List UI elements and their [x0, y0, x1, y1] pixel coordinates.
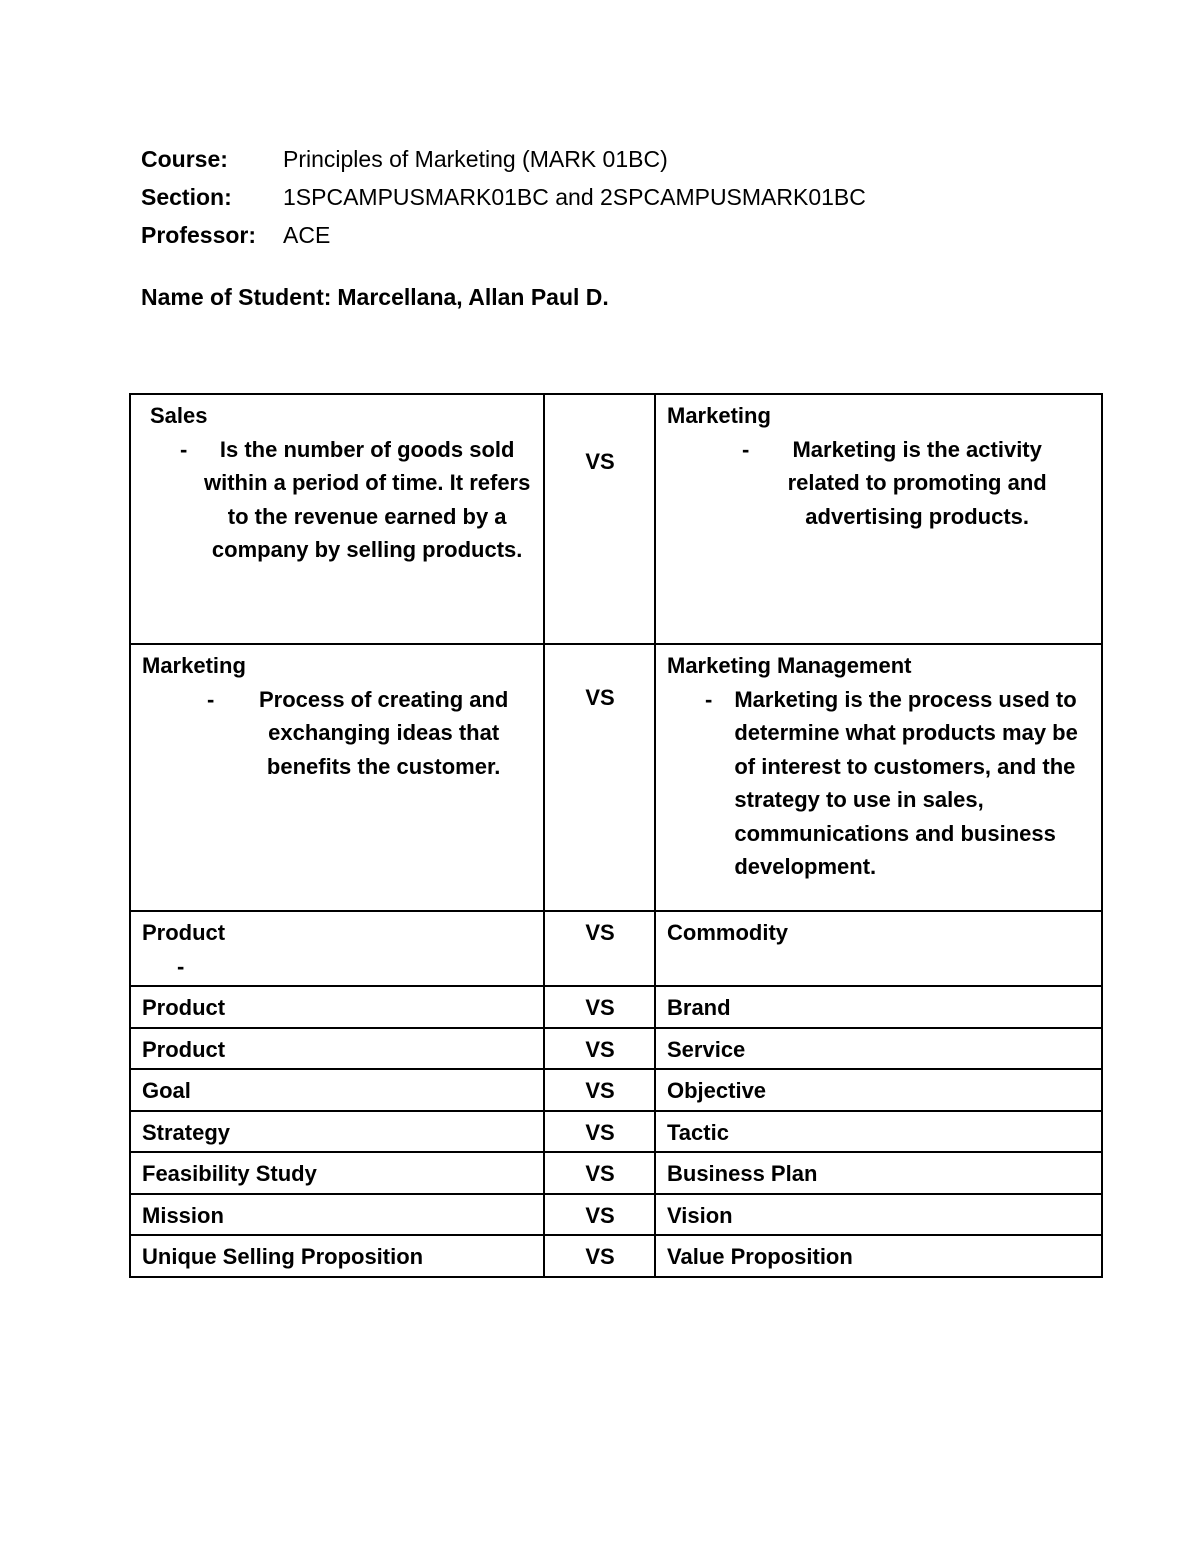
- vs-cell: VS: [544, 1194, 655, 1236]
- course-value: Principles of Marketing (MARK 01BC): [283, 145, 668, 172]
- left-cell: Mission: [130, 1194, 544, 1236]
- left-definition: Process of creating and exchanging ideas that benefits the customer.: [258, 686, 509, 779]
- professor-row: [141, 216, 866, 254]
- vs-cell: VS: [544, 911, 655, 986]
- left-cell: [130, 394, 544, 644]
- right-cell: [655, 394, 1102, 644]
- left-cell: Product: [130, 986, 544, 1028]
- left-cell: Product: [130, 1028, 544, 1070]
- course-row: [141, 140, 866, 178]
- professor-label: Professor:: [141, 221, 257, 248]
- table-row: [130, 1152, 1102, 1194]
- right-cell: Vision: [655, 1194, 1102, 1236]
- table-row: [130, 1235, 1102, 1277]
- left-cell: Strategy: [130, 1111, 544, 1153]
- student-name-line: [141, 280, 609, 314]
- left-cell: Feasibility Study: [130, 1152, 544, 1194]
- document-header: [141, 140, 866, 254]
- right-term: Marketing: [667, 403, 771, 428]
- table-row: [130, 1028, 1102, 1070]
- left-cell: Unique Selling Proposition: [130, 1235, 544, 1277]
- vs-cell: VS: [544, 1069, 655, 1111]
- left-cell: [130, 644, 544, 911]
- table-row: [130, 394, 1102, 644]
- student-label: Name of Student:: [141, 283, 332, 310]
- section-row: [141, 178, 866, 216]
- table-row: [130, 1194, 1102, 1236]
- bullet-dash: -: [180, 436, 188, 462]
- vs-cell: VS: [544, 1028, 655, 1070]
- vs-cell: VS: [544, 986, 655, 1028]
- right-cell: Business Plan: [655, 1152, 1102, 1194]
- right-cell: Brand: [655, 986, 1102, 1028]
- student-value: Marcellana, Allan Paul D.: [337, 283, 609, 310]
- vs-cell: VS: [544, 394, 655, 644]
- left-term: Marketing: [142, 653, 246, 678]
- table-row: [130, 644, 1102, 911]
- table-row: [130, 1069, 1102, 1111]
- course-label: Course:: [141, 145, 228, 172]
- left-term: Sales: [150, 403, 208, 428]
- bullet-dash: -: [177, 953, 185, 979]
- right-cell: Tactic: [655, 1111, 1102, 1153]
- right-definition: Marketing is the process used to determine what products may be of interest to customers, and the strategy to use in sales, communications and business development.: [734, 686, 1078, 879]
- table-row: [130, 911, 1102, 986]
- left-term: Product: [142, 920, 226, 945]
- right-cell: Objective: [655, 1069, 1102, 1111]
- professor-value: ACE: [283, 221, 331, 248]
- table-row: [130, 1111, 1102, 1153]
- vs-cell: VS: [544, 1235, 655, 1277]
- bullet-dash: -: [207, 686, 215, 712]
- bullet-dash: -: [742, 436, 750, 462]
- table-row: [130, 986, 1102, 1028]
- comparison-table: [129, 393, 1103, 1278]
- bullet-dash: -: [705, 686, 713, 712]
- left-definition: Is the number of goods sold within a period of time. It refers to the revenue earned by a company by selling products.: [203, 436, 531, 562]
- right-cell: Service: [655, 1028, 1102, 1070]
- right-cell: Value Proposition: [655, 1235, 1102, 1277]
- vs-cell: VS: [544, 1152, 655, 1194]
- right-term: Marketing Management: [667, 653, 912, 678]
- vs-cell: VS: [544, 1111, 655, 1153]
- vs-cell: VS: [544, 644, 655, 911]
- right-definition: Marketing is the activity related to promoting and advertising products.: [787, 436, 1047, 529]
- section-value: 1SPCAMPUSMARK01BC and 2SPCAMPUSMARK01BC: [283, 183, 866, 210]
- left-cell: [130, 911, 544, 986]
- left-cell: Goal: [130, 1069, 544, 1111]
- right-cell: Commodity: [655, 911, 1102, 986]
- section-label: Section:: [141, 183, 232, 210]
- right-cell: [655, 644, 1102, 911]
